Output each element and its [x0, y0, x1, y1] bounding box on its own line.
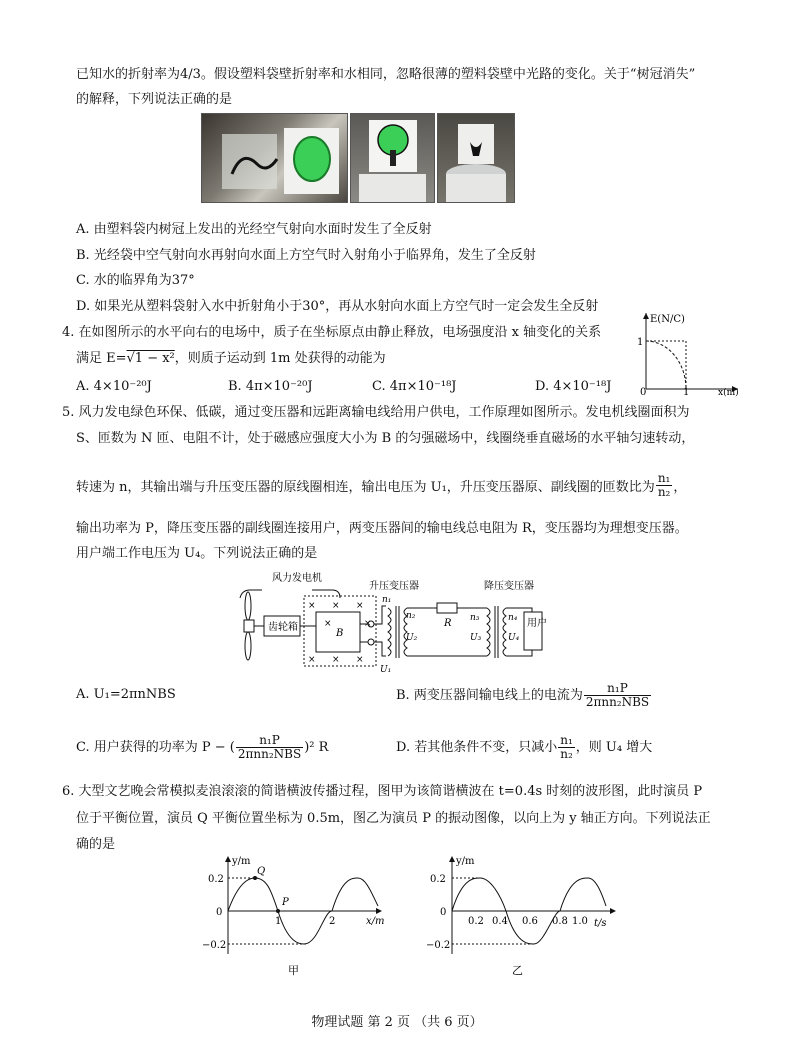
svg-text:0: 0: [216, 907, 223, 918]
q6-text-2: 位于平衡位置，演员 Q 平衡位置坐标为 0.5m，图乙为演员 P 的振动图像，以向上为 y 轴正方向。下列说法正: [76, 811, 711, 826]
svg-text:n₄: n₄: [508, 613, 518, 623]
svg-text:x/m: x/m: [366, 916, 385, 927]
intro-line-1: 已知水的折射率为4/3。假设塑料袋壁折射率和水相同，忽略很薄的塑料袋壁中光路的变化。关于“树冠消失”: [76, 67, 696, 82]
svg-text:0.4: 0.4: [492, 916, 508, 927]
svg-text:×: ×: [308, 655, 316, 665]
svg-text:降压变压器: 降压变压器: [484, 581, 534, 592]
photo-cup: [437, 113, 515, 203]
svg-text:P: P: [282, 897, 289, 908]
q5-text-4: 输出功率为 P，降压变压器的副线圈连接用户，两变压器间的输电线总电阻为 R，变压器均为理想变压器。: [76, 521, 688, 536]
photo-bag: [201, 113, 348, 203]
svg-text:1: 1: [683, 387, 690, 397]
svg-text:0.2: 0.2: [430, 874, 446, 885]
svg-text:n₂: n₂: [406, 611, 416, 621]
graph-xlabel: x(m): [718, 388, 739, 397]
q5-option-b: B. 两变压器间输电线上的电流为 n₁P 2πnn₂NBS: [396, 681, 650, 709]
svg-text:0.2: 0.2: [208, 874, 224, 885]
svg-text:0: 0: [640, 387, 647, 397]
q4-text-2: 满足 E=√1 − x²，则质子运动到 1m 处获得的动能为: [76, 351, 386, 366]
q3-option-a: A. 由塑料袋内树冠上发出的光经空气射向水面时发生了全反射: [76, 222, 432, 237]
svg-text:×: ×: [308, 601, 316, 611]
page-footer: 物理试题 第 2 页 （共 6 页）: [311, 1015, 483, 1030]
svg-text:U₁: U₁: [380, 665, 392, 675]
graph-ylabel: E(N/C): [650, 314, 685, 325]
q5-text-2: S、匝数为 N 匝、电阻不计，处于磁感应强度大小为 B 的匀强磁场中，线圈绕垂直磁场的水平轴匀速转动，: [76, 431, 695, 446]
svg-text:×: ×: [332, 601, 340, 611]
caption-jia: 甲: [288, 964, 299, 977]
wind-power-circuit: [232, 568, 562, 678]
svg-text:−0.2: −0.2: [426, 940, 451, 951]
svg-text:×: ×: [332, 655, 340, 665]
svg-text:×: ×: [324, 619, 332, 629]
svg-text:y/m: y/m: [232, 856, 251, 867]
svg-text:0.2: 0.2: [468, 916, 484, 927]
svg-text:齿轮箱: 齿轮箱: [268, 622, 298, 633]
q5-text-5: 用户端工作电压为 U₄。下列说法正确的是: [76, 546, 318, 561]
svg-text:2: 2: [329, 916, 336, 927]
svg-text:U₃: U₃: [470, 633, 482, 643]
q6-text-1: 6. 大型文艺晚会常模拟麦浪滚滚的简谐横波传播过程，图甲为该简谐横波在 t=0.4s 时刻的波形图，此时演员 P: [62, 784, 703, 799]
svg-text:n₃: n₃: [470, 613, 480, 623]
svg-text:×: ×: [356, 655, 364, 665]
q5-option-a: A. U₁=2πnNBS: [76, 687, 176, 702]
svg-text:升压变压器: 升压变压器: [369, 581, 419, 592]
svg-text:−0.2: −0.2: [202, 940, 227, 951]
svg-text:U₄: U₄: [508, 633, 520, 643]
svg-text:0.8: 0.8: [552, 916, 568, 927]
svg-text:1: 1: [275, 916, 282, 927]
q4-option-a: A. 4×10⁻²⁰J: [76, 379, 152, 394]
q5-option-d: D. 若其他条件不变，只减小 $\frac{\text{n₁}}{\text{n₂}}$ ，则 U₄ 增大: [396, 733, 653, 761]
svg-text:Q: Q: [257, 866, 266, 877]
vibration-graph-yi: [426, 854, 626, 984]
q4-option-d: D. 4×10⁻¹⁸J: [535, 379, 612, 394]
svg-text:×: ×: [356, 601, 364, 611]
q4-e-x-graph: [632, 305, 742, 397]
svg-text:0: 0: [440, 907, 447, 918]
svg-text:1.0: 1.0: [572, 916, 588, 927]
q4-text-1: 4. 在如图所示的水平向右的电场中，质子在坐标原点由静止释放，电场强度沿 x 轴变化的关系: [62, 325, 602, 340]
svg-text:R: R: [444, 618, 452, 629]
intro-line-2: 的解释，下列说法正确的是: [76, 92, 233, 107]
q3-option-b: B. 光经袋中空气射向水再射向水面上方空气时入射角小于临界角，发生了全反射: [76, 248, 536, 263]
svg-text:1: 1: [637, 337, 644, 348]
q3-option-d: D. 如果光从塑料袋射入水中折射角小于30°，再从水射向水面上方空气时一定会发生全反射: [76, 299, 599, 314]
q6-text-3: 确的是: [76, 837, 116, 852]
svg-text:t/s: t/s: [594, 918, 607, 929]
caption-yi: 乙: [512, 964, 523, 977]
svg-text:U₂: U₂: [406, 633, 418, 643]
q4-option-b: B. 4π×10⁻²⁰J: [228, 379, 313, 394]
svg-text:用户: 用户: [527, 618, 547, 629]
svg-text:y/m: y/m: [456, 856, 475, 867]
svg-text:风力发电机: 风力发电机: [272, 573, 322, 584]
q5-text-3: 转速为 n，其输出端与升压变压器的原线圈相连，输出电压为 U₁，升压变压器原、副线圈的匝数比为 $\frac{\text{n₁}}{\text{n₂}}$ ，: [76, 471, 687, 499]
sqrt-expression: √1 − x²: [126, 351, 175, 366]
svg-text:×: ×: [364, 619, 372, 629]
q4-option-c: C. 4π×10⁻¹⁸J: [372, 379, 457, 394]
photo-tree-card: [350, 113, 435, 203]
q5-option-c: C. 用户获得的功率为 P − ( n₁P 2πnn₂NBS )² R: [76, 733, 329, 761]
svg-text:0.6: 0.6: [522, 916, 538, 927]
svg-text:n₁: n₁: [382, 595, 392, 605]
svg-text:B: B: [336, 628, 344, 639]
q3-option-c: C. 水的临界角为37°: [76, 273, 195, 288]
q5-text-1: 5. 风力发电绿色环保、低碳，通过变压器和远距离输电线给用户供电，工作原理如图所示。发电机线圈面积为: [62, 405, 690, 420]
wave-graph-jia: [200, 854, 390, 984]
